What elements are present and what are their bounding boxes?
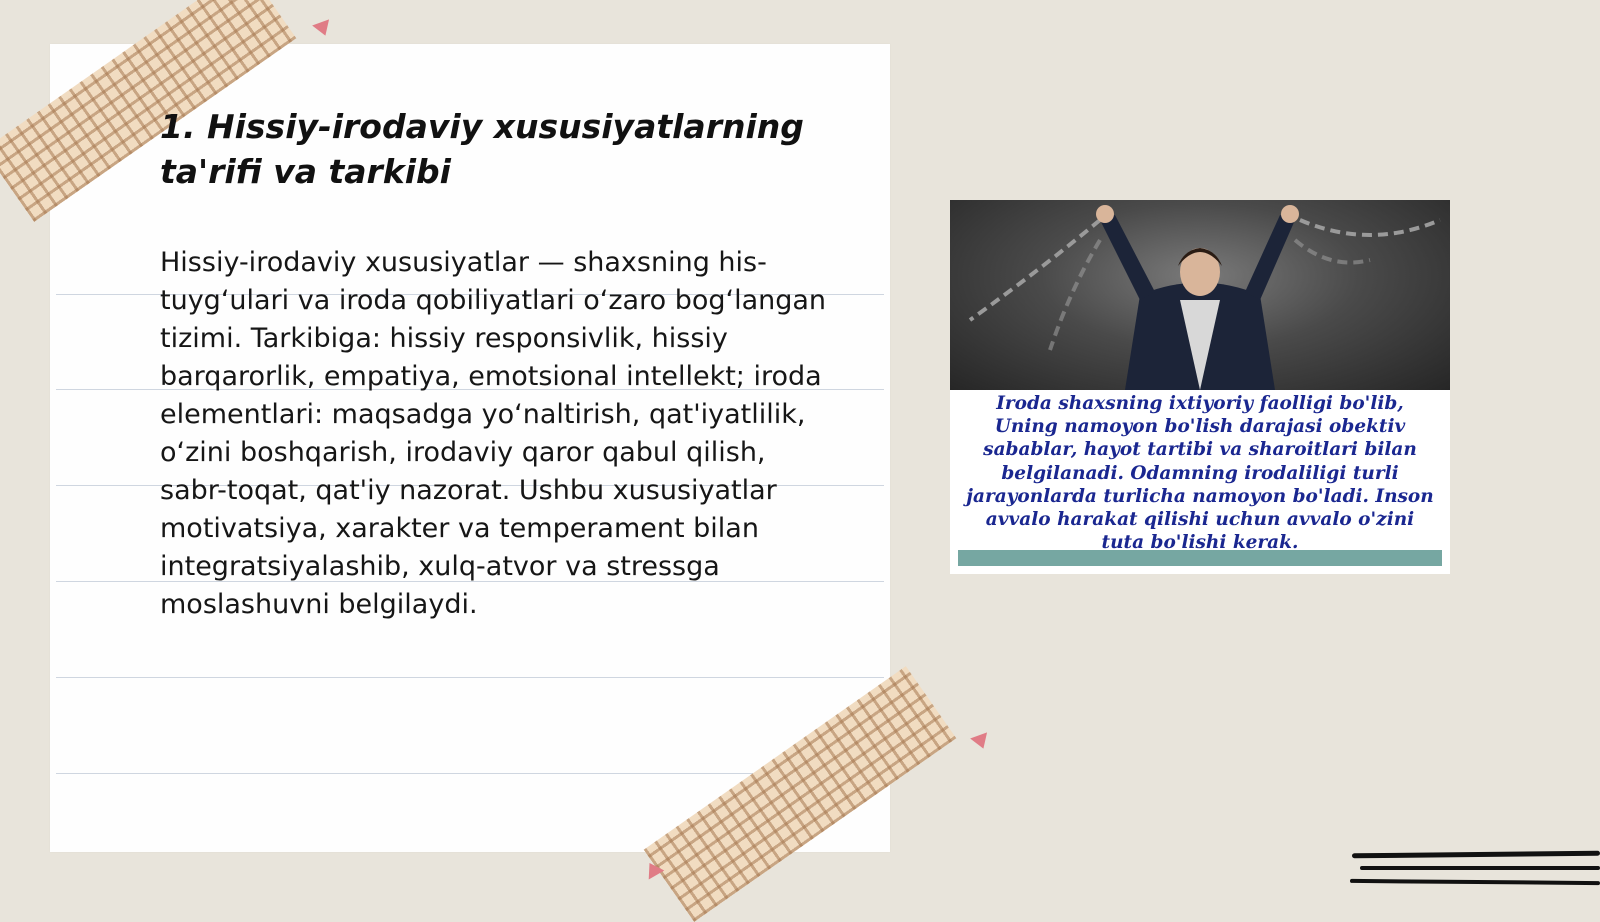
breaking-chains-photo [950, 200, 1450, 390]
paper-rule-line [56, 677, 884, 678]
illustration-image [950, 200, 1450, 574]
image-caption: Iroda shaxsning ixtiyoriy faolligi bo'lib, Uning namoyon bo'lish darajasi obektiv sabablar, hayot tartibi va sharoitlari bilan belgilanadi. Odamning irodaliligi turli jarayonlarda turlicha namoyon bo'ladi. Inson avvalo harakat qilishi uchun avvalo o'zini tuta bo'lishi kerak. [958, 390, 1442, 566]
slide-body-text: Hissiy-irodaviy xususiyatlar — shaxsning his-tuyg‘ulari va iroda qobiliyatlari o‘zaro bog‘langan tizimi. Tarkibiga: hissiy responsivlik, hissiy barqarorlik, empatiya, emotsional intellekt; iroda elementlari: maqsadga yo‘naltirish, qat'iyatlilik, o‘zini boshqarish, irodaviy qaror qabul qilish, sabr-toqat, qat'iy nazorat. Ushbu xususiyatlar motivatsiya, xarakter va temperament bilan integratsiyalashib, xulq-atvor va stressga moslashuvni belgilaydi. [160, 247, 827, 620]
pin-decoration [312, 19, 334, 38]
breaking-chains-illustration [950, 200, 1450, 390]
pin-decoration [970, 732, 992, 751]
brush-stroke-decoration [1350, 879, 1600, 885]
brush-stroke-decoration [1360, 866, 1600, 870]
slide-title: 1. Hissiy-irodaviy xususiyatlarning ta'rifi va tarkibi [160, 107, 804, 191]
brush-stroke-decoration [1352, 851, 1600, 859]
